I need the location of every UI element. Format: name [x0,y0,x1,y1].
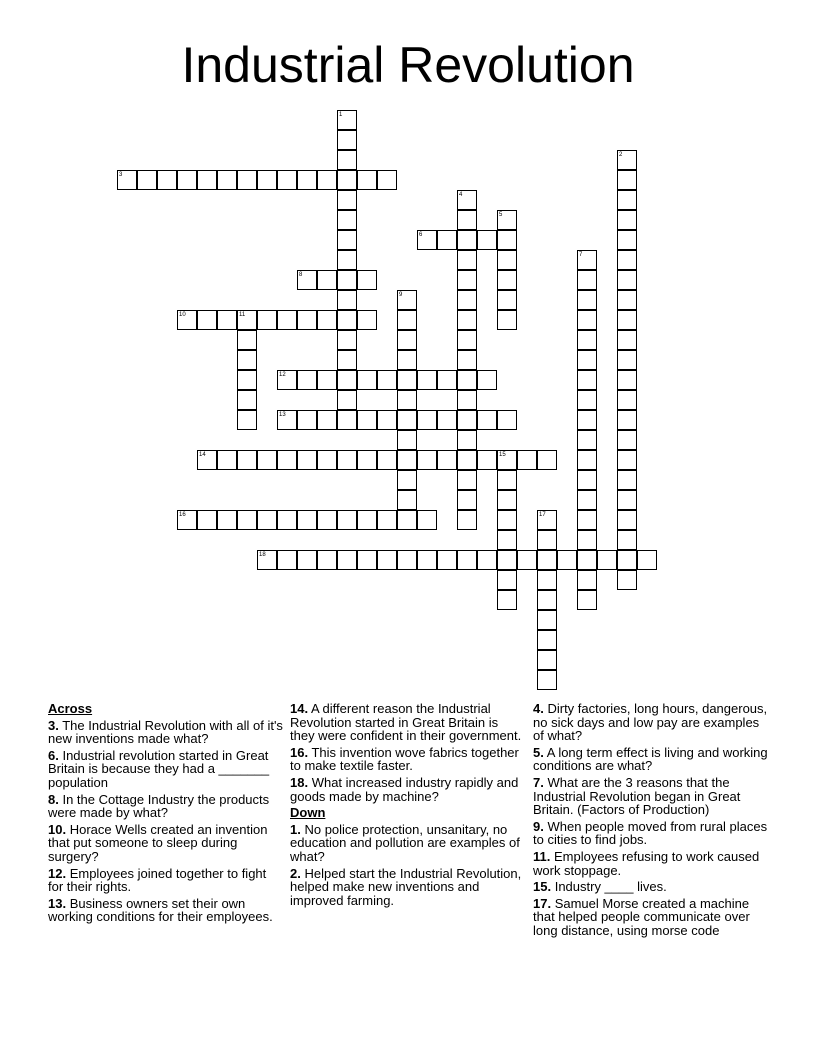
grid-cell[interactable] [497,270,517,290]
grid-cell[interactable] [237,450,257,470]
grid-cell[interactable] [337,550,357,570]
grid-cell[interactable] [357,370,377,390]
clue-down-7: 7. What are the 3 reasons that the Industrial Revolution began in Great Britain. (Factors of Production) [533,774,741,818]
grid-cell[interactable] [297,510,317,530]
grid-cell[interactable] [237,170,257,190]
clue-across-13: 13. Business owners set their own working conditions for their employees. [48,895,273,925]
grid-cell[interactable] [497,510,517,530]
clues-column-2 [290,702,526,910]
grid-cell[interactable] [437,230,457,250]
clue-number: 14 [199,452,206,458]
clue-number: 17 [539,512,546,518]
grid-cell[interactable] [377,370,397,390]
clue-number: 2 [619,152,623,158]
grid-cell[interactable] [617,210,637,230]
grid-cell[interactable] [277,310,297,330]
grid-cell[interactable] [577,510,597,530]
grid-cell[interactable] [417,550,437,570]
grid-cell[interactable] [397,370,417,390]
grid-cell[interactable] [417,230,437,250]
grid-cell[interactable] [457,390,477,410]
grid-cell[interactable] [397,490,417,510]
clue-number: 15 [499,452,506,458]
grid-cell[interactable] [277,410,297,430]
grid-cell[interactable] [177,510,197,530]
grid-cell[interactable] [157,170,177,190]
grid-cell[interactable] [337,290,357,310]
grid-cell[interactable] [537,570,557,590]
grid-cell[interactable] [577,290,597,310]
grid-cell[interactable] [237,310,257,330]
grid-cell[interactable] [457,510,477,530]
grid-cell[interactable] [297,550,317,570]
grid-cell[interactable] [337,410,357,430]
grid-cell[interactable] [397,390,417,410]
grid-cell[interactable] [457,230,477,250]
grid-cell[interactable] [217,450,237,470]
grid-cell[interactable] [617,330,637,350]
grid-cell[interactable] [457,450,477,470]
grid-cell[interactable] [337,130,357,150]
clue-across-6: 6. Industrial revolution started in Great Britain is because they had a _______ population [48,747,270,790]
down-heading: Down [290,805,326,821]
grid-cell[interactable] [277,370,297,390]
grid-cell[interactable] [357,310,377,330]
grid-cell[interactable] [237,390,257,410]
grid-cell[interactable] [337,310,357,330]
grid-cell[interactable] [397,290,417,310]
clue-number: 11 [239,312,246,318]
grid-cell[interactable] [577,490,597,510]
grid-cell[interactable] [337,190,357,210]
grid-cell[interactable] [417,370,437,390]
grid-cell[interactable] [617,530,637,550]
grid-cell[interactable] [397,330,417,350]
grid-cell[interactable] [237,510,257,530]
grid-cell[interactable] [397,550,417,570]
grid-cell[interactable] [277,510,297,530]
grid-cell[interactable] [577,550,597,570]
clue-across-12: 12. Employees joined together to fight for their rights. [48,865,267,895]
grid-cell[interactable] [577,590,597,610]
grid-cell[interactable] [457,310,477,330]
grid-cell[interactable] [357,550,377,570]
grid-cell[interactable] [477,450,497,470]
grid-cell[interactable] [317,410,337,430]
grid-cell[interactable] [357,170,377,190]
grid-cell[interactable] [437,450,457,470]
grid-cell[interactable] [497,410,517,430]
grid-cell[interactable] [497,310,517,330]
grid-cell[interactable] [577,270,597,290]
grid-cell[interactable] [297,410,317,430]
grid-cell[interactable] [337,370,357,390]
grid-cell[interactable] [277,170,297,190]
clue-number: 8 [299,272,303,278]
grid-cell[interactable] [397,350,417,370]
grid-cell[interactable] [617,270,637,290]
clue-number: 12 [279,372,286,378]
grid-cell[interactable] [317,450,337,470]
grid-cell[interactable] [617,510,637,530]
grid-cell[interactable] [217,510,237,530]
grid-cell[interactable] [337,150,357,170]
clue-number: 10 [179,312,186,318]
grid-cell[interactable] [377,410,397,430]
clue-across-14: 14. A different reason the Industrial Revolution started in Great Britain is they were confident in their government. [290,701,522,744]
grid-cell[interactable] [477,230,497,250]
grid-cell[interactable] [617,190,637,210]
grid-cell[interactable] [537,650,557,670]
clue-down-4: 4. Dirty factories, long hours, dangerous, no sick days and low pay are examples of what? [533,701,768,744]
grid-cell[interactable] [337,510,357,530]
grid-cell[interactable] [317,170,337,190]
grid-cell[interactable] [577,390,597,410]
grid-cell[interactable] [577,450,597,470]
grid-cell[interactable] [337,110,357,130]
grid-cell[interactable] [337,170,357,190]
grid-cell[interactable] [577,370,597,390]
grid-cell[interactable] [577,570,597,590]
grid-cell[interactable] [457,290,477,310]
grid-cell[interactable] [597,550,617,570]
grid-cell[interactable] [617,470,637,490]
grid-cell[interactable] [297,170,317,190]
grid-cell[interactable] [397,510,417,530]
page-title: Industrial Revolution [181,37,635,93]
grid-cell[interactable] [277,450,297,470]
grid-cell[interactable] [277,550,297,570]
clue-down-5: 5. A long term effect is living and working conditions are what? [533,744,768,774]
clue-across-18: 18. What increased industry rapidly and goods made by machine? [290,774,519,804]
grid-cell[interactable] [197,170,217,190]
grid-cell[interactable] [617,490,637,510]
grid-cell[interactable] [257,510,277,530]
grid-cell[interactable] [537,550,557,570]
grid-cell[interactable] [397,310,417,330]
clues-column-3 [533,702,769,941]
grid-cell[interactable] [397,470,417,490]
grid-cell[interactable] [457,550,477,570]
grid-cell[interactable] [437,410,457,430]
grid-cell[interactable] [197,510,217,530]
clue-down-15: 15. Industry ____ lives. [533,879,667,895]
grid-cell[interactable] [457,250,477,270]
grid-cell[interactable] [577,330,597,350]
grid-cell[interactable] [577,470,597,490]
grid-cell[interactable] [177,170,197,190]
grid-cell[interactable] [517,450,537,470]
grid-cell[interactable] [517,550,537,570]
clue-number: 3 [119,172,123,178]
grid-cell[interactable] [497,250,517,270]
grid-cell[interactable] [257,310,277,330]
clue-number: 13 [279,412,286,418]
grid-cell[interactable] [617,550,637,570]
grid-cell[interactable] [237,410,257,430]
grid-cell[interactable] [617,290,637,310]
grid-cell[interactable] [197,310,217,330]
clue-number: 6 [419,232,423,238]
grid-cell[interactable] [377,170,397,190]
grid-cell[interactable] [337,270,357,290]
grid-cell[interactable] [357,510,377,530]
grid-cell[interactable] [457,270,477,290]
clue-across-8: 8. In the Cottage Industry the products were made by what? [48,791,270,821]
clue-down-9: 9. When people moved from rural places to cities to find jobs. [533,818,768,848]
grid-cell[interactable] [477,370,497,390]
clue-number: 1 [339,112,343,118]
grid-cell[interactable] [457,410,477,430]
grid-cell[interactable] [577,350,597,370]
grid-cell[interactable] [457,330,477,350]
grid-cell[interactable] [497,290,517,310]
grid-cell[interactable] [237,370,257,390]
grid-cell[interactable] [497,470,517,490]
grid-cell[interactable] [297,370,317,390]
grid-cell[interactable] [337,210,357,230]
clue-across-16: 16. This invention wove fabrics together to make textile faster. [290,744,519,774]
grid-cell[interactable] [617,310,637,330]
grid-cell[interactable] [577,430,597,450]
grid-cell[interactable] [377,550,397,570]
grid-cell[interactable] [317,310,337,330]
grid-cell[interactable] [537,530,557,550]
clue-across-3: 3. The Industrial Revolution with all of it's new inventions made what? [48,717,283,747]
grid-cell[interactable] [617,250,637,270]
grid-cell[interactable] [617,450,637,470]
clue-number: 16 [179,512,186,518]
grid-cell[interactable] [337,250,357,270]
grid-cell[interactable] [417,450,437,470]
grid-cell[interactable] [337,450,357,470]
grid-cell[interactable] [297,450,317,470]
grid-cell[interactable] [617,370,637,390]
grid-cell[interactable] [537,670,557,690]
grid-cell[interactable] [217,310,237,330]
grid-cell[interactable] [177,310,197,330]
grid-cell[interactable] [457,350,477,370]
clue-down-2: 2. Helped start the Industrial Revolution, helped make new inventions and improved farming. [290,865,522,908]
grid-cell[interactable] [257,550,277,570]
grid-cell[interactable] [537,510,557,530]
grid-cell[interactable] [317,370,337,390]
grid-cell[interactable] [257,170,277,190]
grid-cell[interactable] [577,310,597,330]
grid-cell[interactable] [437,550,457,570]
grid-cell[interactable] [617,410,637,430]
grid-cell[interactable] [417,510,437,530]
grid-cell[interactable] [397,450,417,470]
grid-cell[interactable] [337,390,357,410]
grid-cell[interactable] [497,490,517,510]
grid-cell[interactable] [637,550,657,570]
grid-cell[interactable] [377,450,397,470]
clue-number: 5 [499,212,503,218]
grid-cell[interactable] [617,230,637,250]
grid-cell[interactable] [337,330,357,350]
grid-cell[interactable] [197,450,217,470]
grid-cell[interactable] [337,350,357,370]
grid-cell[interactable] [537,590,557,610]
grid-cell[interactable] [477,550,497,570]
grid-cell[interactable] [377,510,397,530]
grid-cell[interactable] [357,410,377,430]
grid-cell[interactable] [457,470,477,490]
clue-number: 18 [259,552,266,558]
clue-down-17: 17. Samuel Morse created a machine that helped people communicate over long distance, using morse code [533,895,750,938]
grid-cell[interactable] [217,170,237,190]
grid-cell[interactable] [397,430,417,450]
grid-cell[interactable] [137,170,157,190]
grid-cell[interactable] [617,390,637,410]
grid-cell[interactable] [317,510,337,530]
grid-cell[interactable] [497,230,517,250]
grid-cell[interactable] [457,210,477,230]
clues-column-1 [48,702,284,927]
grid-cell[interactable] [617,150,637,170]
across-heading: Across [48,701,93,716]
grid-cell[interactable] [497,590,517,610]
grid-cell[interactable] [577,530,597,550]
grid-cell[interactable] [497,530,517,550]
grid-cell[interactable] [497,210,517,230]
grid-cell[interactable] [397,410,417,430]
clue-number: 7 [579,252,583,258]
grid-cell[interactable] [557,550,577,570]
grid-cell[interactable] [237,330,257,350]
grid-cell[interactable] [297,310,317,330]
grid-cell[interactable] [457,430,477,450]
grid-cell[interactable] [457,370,477,390]
grid-cell[interactable] [577,250,597,270]
grid-cell[interactable] [617,350,637,370]
grid-cell[interactable] [357,450,377,470]
grid-cell[interactable] [617,170,637,190]
grid-cell[interactable] [257,450,277,470]
grid-cell[interactable] [617,570,637,590]
grid-cell[interactable] [297,270,317,290]
grid-cell[interactable] [617,430,637,450]
grid-cell[interactable] [497,450,517,470]
grid-cell[interactable] [497,550,517,570]
clue-across-10: 10. Horace Wells created an invention that put someone to sleep during surgery? [48,821,268,864]
clue-down-11: 11. Employees refusing to work caused work stoppage. [533,848,760,878]
grid-cell[interactable] [537,610,557,630]
grid-cell[interactable] [437,370,457,390]
clue-number: 9 [399,292,403,298]
grid-cell[interactable] [417,410,437,430]
grid-cell[interactable] [357,270,377,290]
grid-cell[interactable] [477,410,497,430]
grid-cell[interactable] [117,170,137,190]
clue-down-1: 1. No police protection, unsanitary, no education and pollution are examples of what? [290,821,520,864]
grid-cell[interactable] [457,190,477,210]
grid-cell[interactable] [457,490,477,510]
clue-number: 4 [459,192,463,198]
grid-cell[interactable] [237,350,257,370]
grid-cell[interactable] [317,550,337,570]
grid-cell[interactable] [577,410,597,430]
grid-cell[interactable] [337,230,357,250]
grid-cell[interactable] [317,270,337,290]
grid-cell[interactable] [537,450,557,470]
grid-cell[interactable] [497,570,517,590]
grid-cell[interactable] [537,630,557,650]
